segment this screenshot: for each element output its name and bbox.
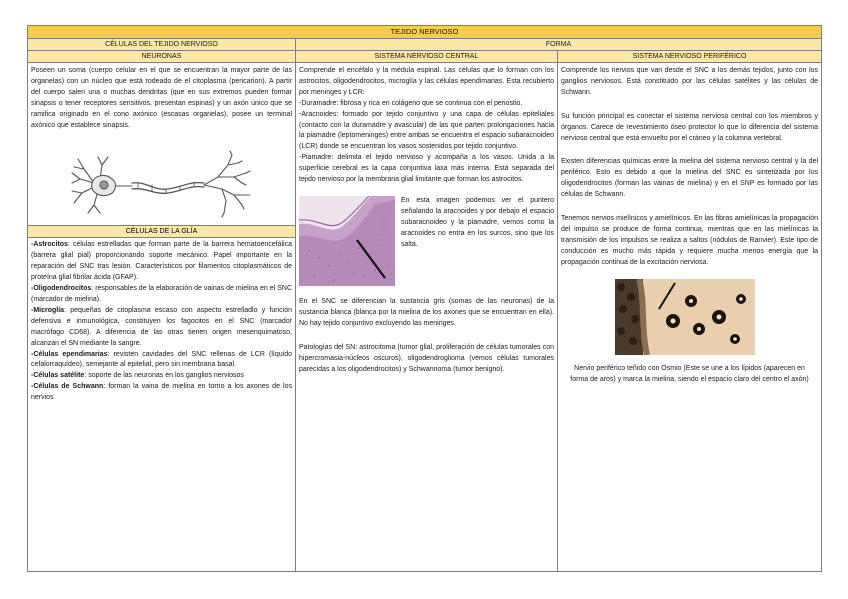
osmio-caption: Nervio periférico teñido con Osmio (Este se une a los lípidos (aparecen en forma de aros) y marca la mielina, siendo el espacio claro del centro el axón)	[570, 364, 809, 383]
snc-aracnoides: -Aracnoides: formado por tejido conjuntivo y una capa de células epiteliales (contacto con la duramadre y avascular) de las que parten prolongaciones hacia la piamadre (leptomeninges) entre ambas se encuentra el espacio subaracnoideo (LCR) donde se encuentran los vasos sostenidos por tejido conjuntivo.	[299, 110, 554, 151]
snp-p4: Tenemos nervios mielínicos y amielínicos. En las fibras amielínicas la propagación del impulso se produce de forma continua, mientras que en las mielínicas la transmisión de los impulsos se realiza a saltos (nódulos de Ranvier). Este tipo de conducción es mucho más rápida y requiere mucha menos energía que la propagación continua de la excitación nerviosa.	[561, 215, 819, 266]
meninges-micrograph-icon	[299, 196, 395, 286]
tejido-nervioso-sheet	[27, 25, 821, 572]
snc-intro: Comprende el encéfalo y la médula espinal. Las células que lo forman con los astrocitos, oligodendrocitos, microglía y las células ependimarias. Esta recubierto por meninges y LCR:	[299, 67, 554, 96]
snc-piamadre: -Piamadre: delimita el tejido nervioso y acompaña a los vasos. Unida a la superficie cerebral es la capa conjuntiva laxa más interna. Está separada del tejido nervioso por la membrana glial limitante que forman los astrocitos.	[299, 154, 554, 184]
snc-sustancias: En el SNC se diferencian la sustancia gris (somas de las neuronas) de la sustancia blanca (blanca por la mielina de los axones que se encuentran en ella). No hay tejido conjuntivo excluyendo las meninges.	[299, 297, 554, 327]
neuronas-heading: NEURONAS	[28, 51, 296, 63]
glia-term: -Oligodendrocitos	[31, 285, 92, 293]
cells-column	[28, 63, 296, 572]
summary-table	[27, 25, 822, 572]
osmio-micrograph-icon	[615, 279, 755, 355]
snp-p2: Su función principal es conectar el sistema nervioso central con los miembros y órganos. Carece de revestimiento óseo protector lo que lo diferencia del sistema nervioso central que está envuelto por el cráneo y la columna vertebral.	[561, 112, 819, 142]
snc-heading: SISTEMA NERVIOSO CENTRAL	[296, 51, 558, 63]
meninges-caption: En esta imagen podemos ver el puntero señalando la aracnoides y por debajo el espacio subaracnoideo y la piamadre, vemos como la aracnoides no entra en los surcos, sino que los salta.	[401, 196, 554, 248]
glia-desc: : soporte de las neuronas en los ganglios nerviosos	[84, 372, 244, 380]
neuron-illustration	[28, 133, 295, 225]
glia-desc: : responsables de la elaboración de vainas de mielina en el SNC (marcador de mielina).	[31, 285, 292, 303]
glia-term: -Microglía	[31, 306, 65, 314]
glia-desc: : células estrelladas que forman parte de la barrera hematoencefálica (barrera glial pial) proporcionando soporte mecánico. Papel importante en la reparación del SNC tras lesión. Característicos por filamentos citoplasmáticos de proteína glial fibrilar ácida (GFAP).	[31, 241, 292, 282]
glia-term: -Células satélite	[31, 372, 85, 380]
snp-column	[558, 63, 822, 572]
glia-item-oligodendrocitos	[31, 284, 292, 306]
snp-p1: Comprende los nervios que van desde el SNC a los demás tejidos, junto con los ganglios nerviosos. Está constituido por las células satélites y las células de Schwann.	[561, 67, 819, 96]
snp-heading: SISTEMA NERVIOSO PERIFÉRICO	[558, 51, 822, 63]
glia-item-microglia	[31, 306, 292, 350]
neuronas-text: Poseen un soma (cuerpo celular en el que se encuentran la mayor parte de las organelas) con un núcleo que está rodeado de el citoplasma (pericarion). A partir del cuerpo salen una o muchas dendritas (que en sus extremos pueden formar sinapsis o tener receptores sensitivos, presentan espinas) y un axón único que se ramifica originado en el cono axónico (escasas organelas), posee un terminal axónico que establece sinapsis.	[31, 67, 292, 129]
glia-item-satelite	[31, 371, 292, 382]
glia-desc: : forman la vaina de mielina en torno a los axones de los nervios	[31, 383, 292, 402]
meninges-micrograph	[299, 196, 395, 286]
snc-text	[296, 63, 557, 188]
glia-list	[28, 238, 295, 406]
osmio-figure	[558, 271, 821, 360]
cells-heading: CÉLULAS DEL TEJIDO NERVIOSO	[28, 39, 296, 51]
table-title: TEJIDO NERVIOSO	[28, 26, 822, 39]
meninges-figure	[296, 188, 557, 286]
glia-term: -Astrocitos	[31, 241, 68, 249]
snc-column	[296, 63, 558, 572]
glia-item-schwann	[31, 382, 292, 404]
snc-patologias: Patologías del SN: astrocitoma (tumor glial, proliferación de células tumorales con hipercromasia-núcleos oscuros), oligodendroglioma (vemos células tumorales parecidas a los oligodendrocitos) y Schwannoma (tumor benigno).	[299, 343, 554, 373]
glia-item-ependimarias	[31, 350, 292, 372]
glia-item-astrocitos	[31, 240, 292, 284]
glia-heading: CÉLULAS DE LA GLÍA	[27, 225, 296, 238]
neuron-drawing-icon	[28, 133, 290, 225]
glia-term: -Células ependimarias	[31, 350, 108, 358]
snc-duramadre: -Duramadre: fibrosa y rica en colágeno que se continua con el periostio.	[299, 99, 523, 107]
snp-p3: Existen diferencias químicas entre la mielina del sistema nervioso central y la del periférico. Esto es debido a que la mielina del SNC es sintetizada por los oligodendrocitos (forman las vainas de mielina) y en el SNP es formado por las células de Schwann.	[561, 158, 819, 199]
glia-desc: : pequeñas de citoplasma escaso con aspecto estrelladlo y función defensiva e inmunológica, constituyen los fagocitos en el SNC (marcador macrófago CD68). A diferencia de las otras tienen origen mesenquimatoso, alcanzan el SN mediante la sangre.	[31, 306, 292, 347]
forma-heading: FORMA	[296, 39, 822, 51]
glia-desc: : revisten cavidades del SNC rellenas de LCR (líquido cefalorraquídeo), semejante al epitelial, pero sin membrana basal.	[31, 350, 293, 369]
glia-term: -Células de Schwann	[31, 383, 104, 391]
